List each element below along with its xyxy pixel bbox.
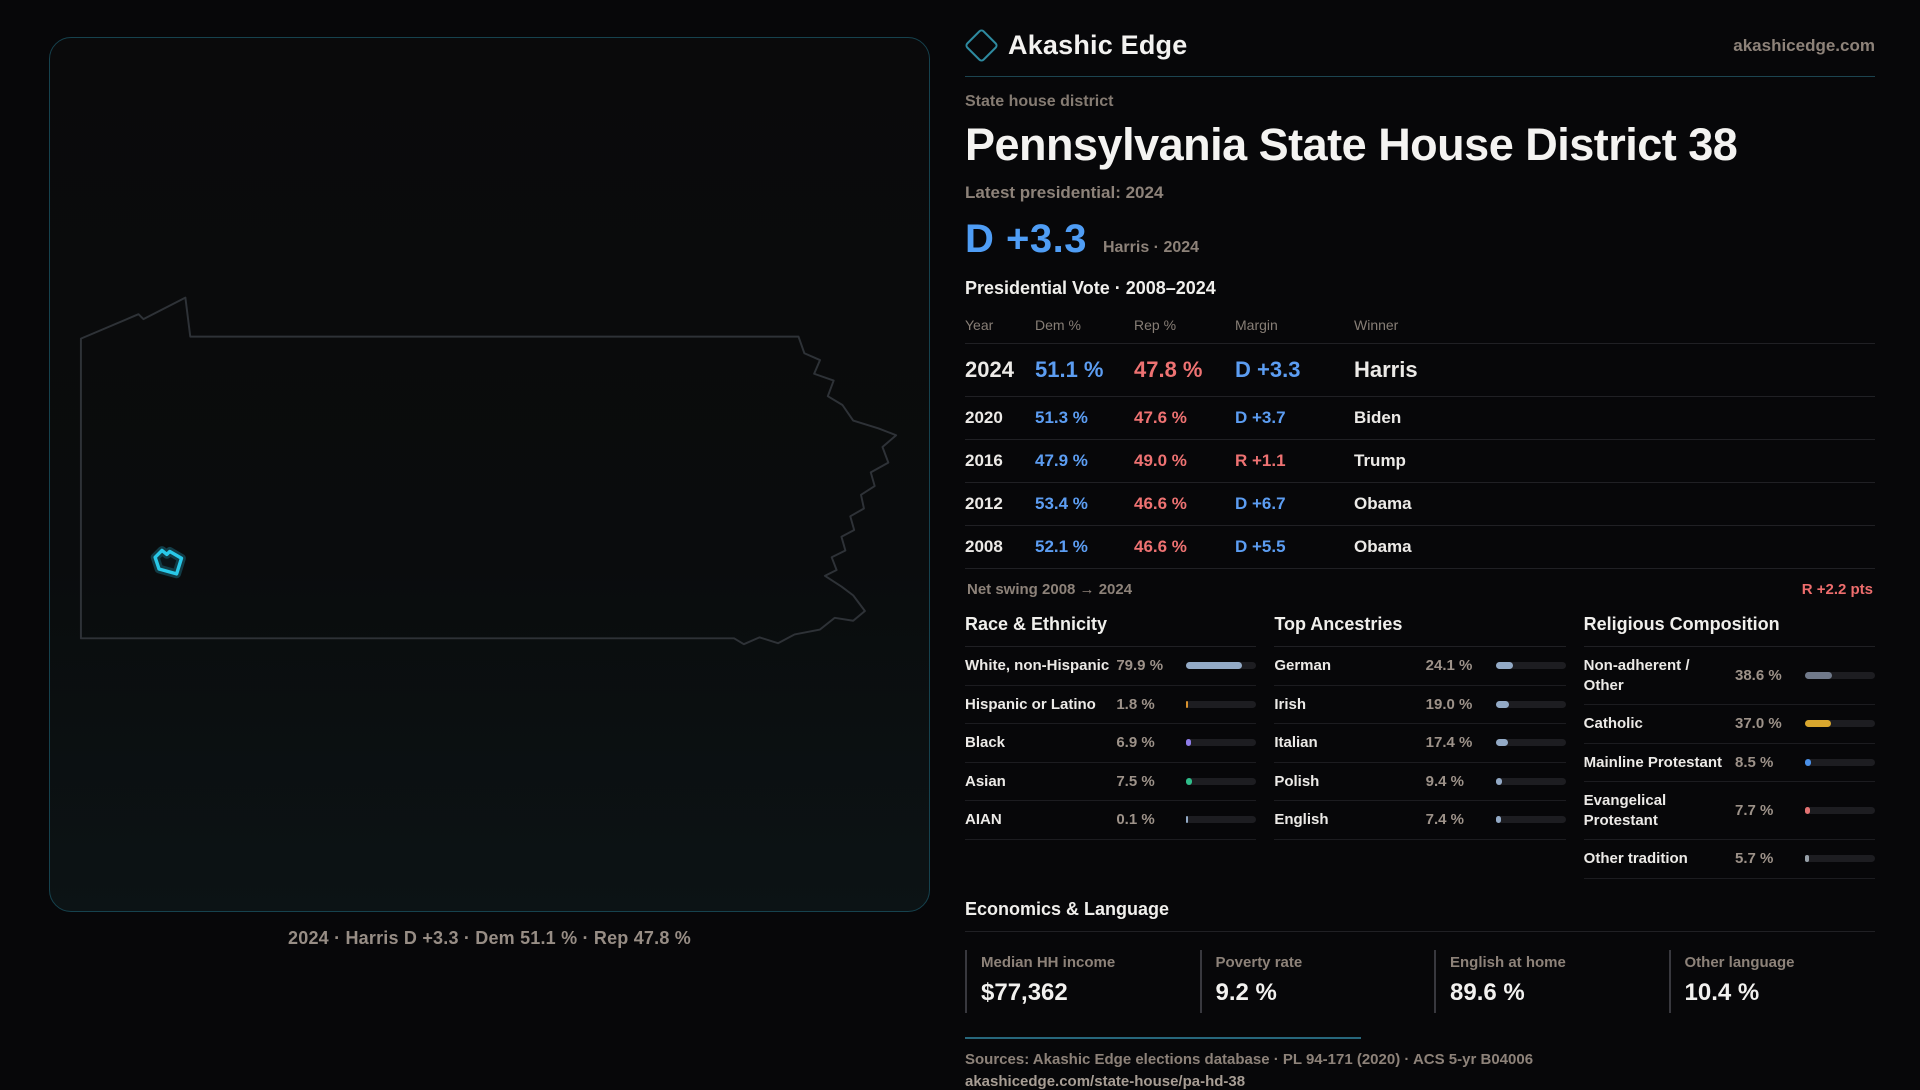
demo-value: 24.1 % [1425, 657, 1473, 675]
brand-domain-link[interactable]: akashicedge.com [1733, 35, 1875, 55]
demo-label: Evangelical Protestant [1583, 792, 1667, 829]
demo-value: 7.7 % [1735, 802, 1774, 819]
demo-bar-fill [1805, 672, 1832, 679]
year-cell: 2012 [965, 494, 1003, 513]
detail-panel [965, 30, 1875, 1090]
economics-title: Economics & Language [965, 899, 1875, 932]
demo-bar-fill [1186, 662, 1242, 669]
demo-bar-fill [1496, 778, 1503, 785]
demo-row [965, 647, 1256, 686]
demographics-section [965, 614, 1875, 879]
demo-bar-fill [1496, 662, 1513, 669]
demo-bar-fill [1496, 739, 1508, 746]
economics-section [965, 899, 1875, 1013]
margin-cell: D +3.7 [1235, 408, 1286, 427]
demo-bar [1496, 816, 1566, 823]
year-cell: 2020 [965, 408, 1003, 427]
stat-median-income [965, 950, 1172, 1013]
demo-row [1584, 782, 1875, 840]
net-swing-value: R +2.2 pts [1801, 581, 1873, 598]
demo-row [1584, 705, 1875, 744]
vote-table-header [965, 309, 1875, 344]
district-type-label: State house district [965, 93, 1114, 110]
demo-value: 38.6 % [1735, 667, 1782, 684]
demo-bar-fill [1186, 778, 1191, 785]
demo-bar [1496, 739, 1566, 746]
demo-value: 37.0 % [1735, 715, 1782, 733]
demo-bar-fill [1496, 701, 1509, 708]
demo-value: 79.9 % [1116, 657, 1164, 675]
winner-cell: Obama [1354, 537, 1412, 556]
headline-margin [965, 217, 1875, 262]
rep-cell: 47.6 % [1134, 408, 1187, 427]
brand-header [965, 30, 1875, 77]
col-dem: Dem % [1035, 317, 1081, 333]
demo-label: White, non-Hispanic [965, 657, 1110, 674]
demo-bar-fill [1805, 807, 1810, 814]
rep-cell: 46.6 % [1134, 494, 1187, 513]
demo-row [965, 724, 1256, 763]
demo-label: Asian [965, 772, 1006, 790]
footer-accent-line [965, 1037, 1361, 1039]
demo-bar-fill [1186, 816, 1188, 823]
year-cell: 2008 [965, 537, 1003, 556]
demo-bar-fill [1186, 739, 1191, 746]
stat-english-at-home [1434, 950, 1641, 1013]
table-row-2012 [965, 483, 1875, 526]
stat-label: Other language [1684, 953, 1795, 971]
stat-other-language [1669, 950, 1876, 1013]
stat-poverty-rate [1200, 950, 1407, 1013]
demo-value: 6.9 % [1116, 734, 1155, 752]
dem-cell: 51.1 % [1035, 357, 1104, 382]
demo-row [1584, 647, 1875, 705]
pennsylvania-outline [81, 298, 896, 645]
demo-bar [1496, 778, 1566, 785]
demo-label: Mainline Protestant [1583, 753, 1723, 771]
demo-row [1274, 724, 1565, 763]
page-title: Pennsylvania State House District 38 [965, 119, 1738, 170]
section-title: Religious Composition [1584, 614, 1875, 647]
col-year: Year [965, 317, 994, 333]
dem-cell: 53.4 % [1035, 494, 1088, 513]
margin-cell: R +1.1 [1235, 451, 1286, 470]
race-ethnicity-column [965, 614, 1256, 879]
demo-label: English [1274, 811, 1329, 828]
winner-cell: Biden [1354, 408, 1402, 427]
demo-bar [1805, 720, 1875, 727]
sources-text: Sources: Akashic Edge elections database · PL 94-171 (2020) · ACS 5-yr B04006 [965, 1050, 1534, 1068]
map-caption: 2024 · Harris D +3.3 · Dem 51.1 % · Rep 47.8 % [288, 928, 691, 948]
pennsylvania-map [60, 281, 920, 652]
latest-presidential-label: Latest presidential: 2024 [965, 183, 1164, 202]
demo-bar-fill [1186, 701, 1188, 708]
vote-table-title: Presidential Vote · 2008–2024 [965, 278, 1216, 298]
demo-label: AIAN [965, 811, 1002, 828]
table-row-2020 [965, 397, 1875, 440]
demo-row [1584, 840, 1875, 879]
demo-row [965, 763, 1256, 802]
stat-label: Poverty rate [1215, 953, 1303, 971]
demo-row [965, 686, 1256, 725]
col-margin: Margin [1235, 317, 1278, 333]
demo-bar [1805, 807, 1875, 814]
table-row-2024 [965, 344, 1875, 397]
stat-label: Median HH income [981, 953, 1116, 971]
demo-bar [1496, 662, 1566, 669]
year-cell: 2024 [965, 357, 1014, 382]
demo-bar [1805, 672, 1875, 679]
demo-bar [1805, 759, 1875, 766]
brand-name: Akashic Edge [1008, 30, 1188, 60]
demo-bar-fill [1496, 816, 1501, 823]
margin-cell: D +6.7 [1235, 494, 1286, 513]
stat-label: English at home [1450, 953, 1566, 971]
demo-label: Other tradition [1583, 850, 1688, 867]
demo-label: German [1274, 657, 1332, 674]
demo-row [1274, 686, 1565, 725]
footer [965, 1037, 1875, 1090]
demo-row [965, 801, 1256, 840]
demo-value: 8.5 % [1735, 753, 1774, 771]
demo-value: 7.4 % [1425, 811, 1465, 829]
demo-bar [1186, 701, 1256, 708]
stat-value: 89.6 % [1450, 978, 1525, 1006]
table-row-2008 [965, 526, 1875, 569]
margin-cell: D +5.5 [1235, 537, 1286, 556]
vote-table [965, 309, 1875, 569]
brand [965, 30, 1187, 61]
rep-cell: 46.6 % [1134, 537, 1187, 556]
rep-cell: 47.8 % [1134, 357, 1203, 382]
margin-cell: D +3.3 [1235, 357, 1301, 382]
table-row-2016 [965, 440, 1875, 483]
demo-bar-fill [1805, 720, 1831, 727]
permalink[interactable]: akashicedge.com/state-house/pa-hd-38 [965, 1072, 1246, 1090]
demo-value: 0.1 % [1116, 811, 1155, 829]
demo-label: Italian [1274, 734, 1318, 751]
diamond-logo-icon [964, 28, 999, 63]
demo-bar [1186, 816, 1256, 823]
dem-cell: 47.9 % [1035, 451, 1088, 470]
winner-cell: Trump [1354, 451, 1406, 470]
demo-value: 1.8 % [1116, 695, 1155, 713]
stat-value: 10.4 % [1684, 978, 1760, 1006]
demo-bar [1805, 855, 1875, 862]
winner-cell: Obama [1354, 494, 1412, 513]
demo-row [1274, 763, 1565, 802]
demo-value: 19.0 % [1425, 695, 1473, 713]
stat-value: 9.2 % [1215, 978, 1277, 1006]
year-cell: 2016 [965, 451, 1003, 470]
demo-value: 17.4 % [1425, 734, 1473, 752]
demo-value: 7.5 % [1116, 772, 1155, 790]
demo-label: Irish [1274, 695, 1307, 713]
demo-label: Polish [1274, 772, 1320, 790]
religion-column [1584, 614, 1875, 879]
demo-row [1584, 744, 1875, 783]
headline-margin-value: D +3.3 [965, 217, 1087, 261]
demo-row [1274, 801, 1565, 840]
demo-row [1274, 647, 1565, 686]
demo-label: Hispanic or Latino [965, 695, 1096, 713]
winner-cell: Harris [1354, 357, 1418, 382]
demo-label: Catholic [1583, 715, 1643, 732]
state-map-panel [49, 37, 930, 912]
dem-cell: 51.3 % [1035, 408, 1088, 427]
col-rep: Rep % [1134, 317, 1177, 333]
demo-bar [1186, 662, 1256, 669]
demo-bar [1186, 739, 1256, 746]
section-title: Race & Ethnicity [965, 614, 1256, 647]
demo-bar [1496, 701, 1566, 708]
headline-margin-detail: Harris · 2024 [1102, 239, 1200, 256]
stat-value: $77,362 [981, 978, 1068, 1006]
demo-value: 9.4 % [1425, 772, 1465, 790]
demo-bar [1186, 778, 1256, 785]
net-swing-row [965, 569, 1875, 598]
col-winner: Winner [1354, 317, 1399, 333]
dem-cell: 52.1 % [1035, 537, 1088, 556]
demo-bar-fill [1805, 759, 1811, 766]
section-title: Top Ancestries [1274, 614, 1565, 647]
demo-bar-fill [1805, 855, 1809, 862]
rep-cell: 49.0 % [1134, 451, 1187, 470]
demo-label: Black [965, 734, 1006, 751]
demo-label: Non-adherent / Other [1583, 657, 1690, 694]
economics-stats [965, 950, 1875, 1013]
net-swing-label: Net swing 2008 → 2024 [967, 581, 1133, 598]
demo-value: 5.7 % [1735, 850, 1774, 868]
ancestries-column [1274, 614, 1565, 879]
